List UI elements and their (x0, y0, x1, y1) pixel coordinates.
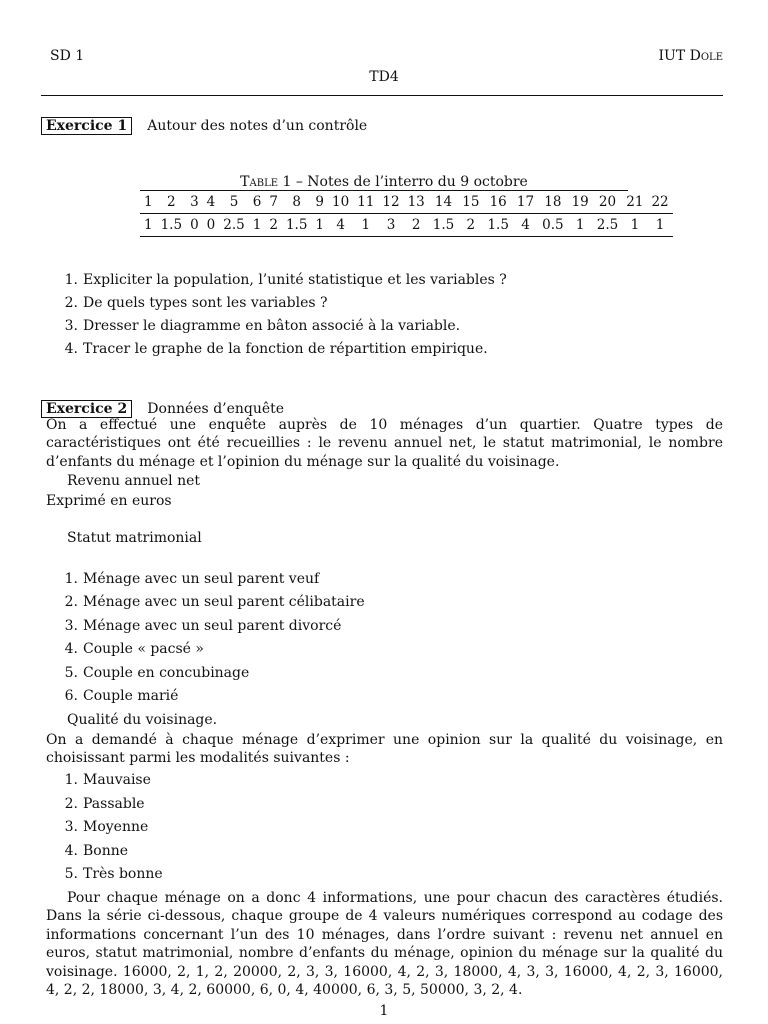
list-item: 2. Ménage avec un seul parent célibataire (64, 594, 365, 611)
list-item: 5. Très bonne (64, 866, 163, 883)
list-item: 2. Passable (64, 795, 145, 812)
table-caption-text: – Notes de l’interro du 9 octobre (291, 174, 528, 190)
table-cell-note: 4 (513, 214, 538, 237)
table-cell-id: 21 (622, 191, 647, 214)
table-cell-note: 2 (404, 214, 429, 237)
table-cell-id: 20 (593, 191, 622, 214)
exercise1-heading (41, 115, 367, 136)
list-item: 1. Ménage avec un seul parent veuf (64, 571, 320, 587)
table-cell-id: 4 (203, 191, 220, 214)
table-row-ids (140, 191, 673, 214)
question-item: 2. De quels types sont les variables ? (64, 295, 328, 311)
list-item: 3. Moyenne (64, 819, 149, 836)
table-cell-note: 1.5 (429, 214, 458, 237)
table-cell-id: 22 (647, 191, 672, 214)
exercise1-label: Exercice 1 (41, 117, 132, 135)
table-cell-id: 17 (513, 191, 538, 214)
table-cell-id: 18 (538, 191, 567, 214)
exercise1-questions (60, 271, 507, 359)
list-item: 6. Couple marié (64, 687, 179, 704)
header-rule (41, 95, 723, 96)
header-right: IUT Dole (658, 48, 723, 64)
table-cell-note: 1 (568, 214, 593, 237)
table-cell-note: 1 (311, 214, 328, 237)
table-cell-note: 0 (186, 214, 203, 237)
table-cell-note: 2.5 (593, 214, 622, 237)
revenu-heading: Revenu annuel net (67, 473, 201, 489)
qualite-list (60, 771, 163, 884)
notes-table (140, 191, 673, 237)
list-item: 3. Ménage avec un seul parent divorcé (64, 617, 342, 634)
final-paragraph: Pour chaque ménage on a donc 4 informations, une pour chacun des caractères étudiés. Dans la série ci-dessous, chaque groupe de 4 valeurs numériques correspond au codage des informations concernant l’un des 10 ménages, dans l’ordre suivant : revenu net annuel en euros, statut matrimonial, nombre d’enfants du ménage, opinion du ménage sur la qualité du voisinage. 16000, 2, 1, 2, 20000, 2, 3, 3, 16000, 4, 2, 3, 18000, 4, 3, 3, 16000, 4, 2, 3, 16000, 4, 2, 2, 18000, 3, 4, 2, 60000, 6, 0, 4, 40000, 6, 3, 5, 50000, 3, 2, 4. (46, 890, 723, 999)
table-caption-prefix: Table 1 (240, 174, 292, 190)
table-cell-id: 13 (404, 191, 429, 214)
table-cell-id: 9 (311, 191, 328, 214)
question-item: 1. Expliciter la population, l’unité statistique et les variables ? (64, 272, 507, 288)
table-cell-note: 1 (647, 214, 672, 237)
exercise2-label: Exercice 2 (41, 400, 132, 418)
notes-table-wrap (140, 191, 669, 237)
table-cell-id: 2 (157, 191, 186, 214)
table-cell-id: 3 (186, 191, 203, 214)
header-center: TD4 (369, 69, 399, 85)
table-cell-id: 5 (219, 191, 248, 214)
table-cell-id: 1 (140, 191, 157, 214)
table-cell-note: 0 (203, 214, 220, 237)
table-cell-id: 16 (483, 191, 512, 214)
table-cell-id: 19 (568, 191, 593, 214)
table-cell-id: 14 (429, 191, 458, 214)
exercise1-title: Autour des notes d’un contrôle (147, 118, 368, 134)
page-number: 1 (379, 1003, 389, 1019)
question-item: 3. Dresser le diagramme en bâton associé à la variable. (64, 318, 461, 334)
qualite-heading: Qualité du voisinage. (67, 712, 218, 728)
list-item: 4. Bonne (64, 842, 129, 859)
table-cell-id: 10 (328, 191, 353, 214)
table-cell-note: 4 (328, 214, 353, 237)
table-cell-note: 2.5 (219, 214, 248, 237)
revenu-unit: Exprimé en euros (46, 493, 172, 509)
table-cell-note: 1 (249, 214, 266, 237)
table-cell-id: 6 (249, 191, 266, 214)
exercise2-intro: On a effectué une enquête auprès de 10 ménages d’un quartier. Quatre types de caractéristiques ont été recueillies : le revenu annuel net, le statut matrimonial, le nombre d’enfants du ménage et l’opinion du ménage sur la qualité du voisinage. (46, 417, 723, 470)
statut-list (60, 570, 365, 706)
table-cell-id: 8 (282, 191, 311, 214)
list-item: 4. Couple « pacsé » (64, 641, 204, 658)
table-row-notes (140, 214, 673, 237)
table-cell-note: 1 (140, 214, 157, 237)
table-cell-note: 1.5 (157, 214, 186, 237)
table-cell-id: 7 (265, 191, 282, 214)
table-cell-id: 15 (458, 191, 483, 214)
table-cell-note: 1 (622, 214, 647, 237)
exercise2-title: Données d’enquête (147, 401, 285, 417)
table-cell-note: 1.5 (282, 214, 311, 237)
table-cell-id: 12 (378, 191, 403, 214)
list-item: 1. Mauvaise (64, 772, 151, 788)
question-item: 4. Tracer le graphe de la fonction de répartition empirique. (64, 341, 488, 357)
qualite-intro: On a demandé à chaque ménage d’exprimer une opinion sur la qualité du voisinage, en choisissant parmi les modalités suivantes : (46, 732, 723, 767)
table-cell-note: 1.5 (483, 214, 512, 237)
table-cell-note: 3 (378, 214, 403, 237)
table-cell-note: 2 (265, 214, 282, 237)
table-cell-note: 0.5 (538, 214, 567, 237)
list-item: 5. Couple en concubinage (64, 664, 250, 681)
table-cell-note: 1 (353, 214, 378, 237)
table-cell-id: 11 (353, 191, 378, 214)
statut-heading: Statut matrimonial (67, 530, 202, 546)
table-cell-note: 2 (458, 214, 483, 237)
header-left: SD 1 (50, 48, 85, 64)
